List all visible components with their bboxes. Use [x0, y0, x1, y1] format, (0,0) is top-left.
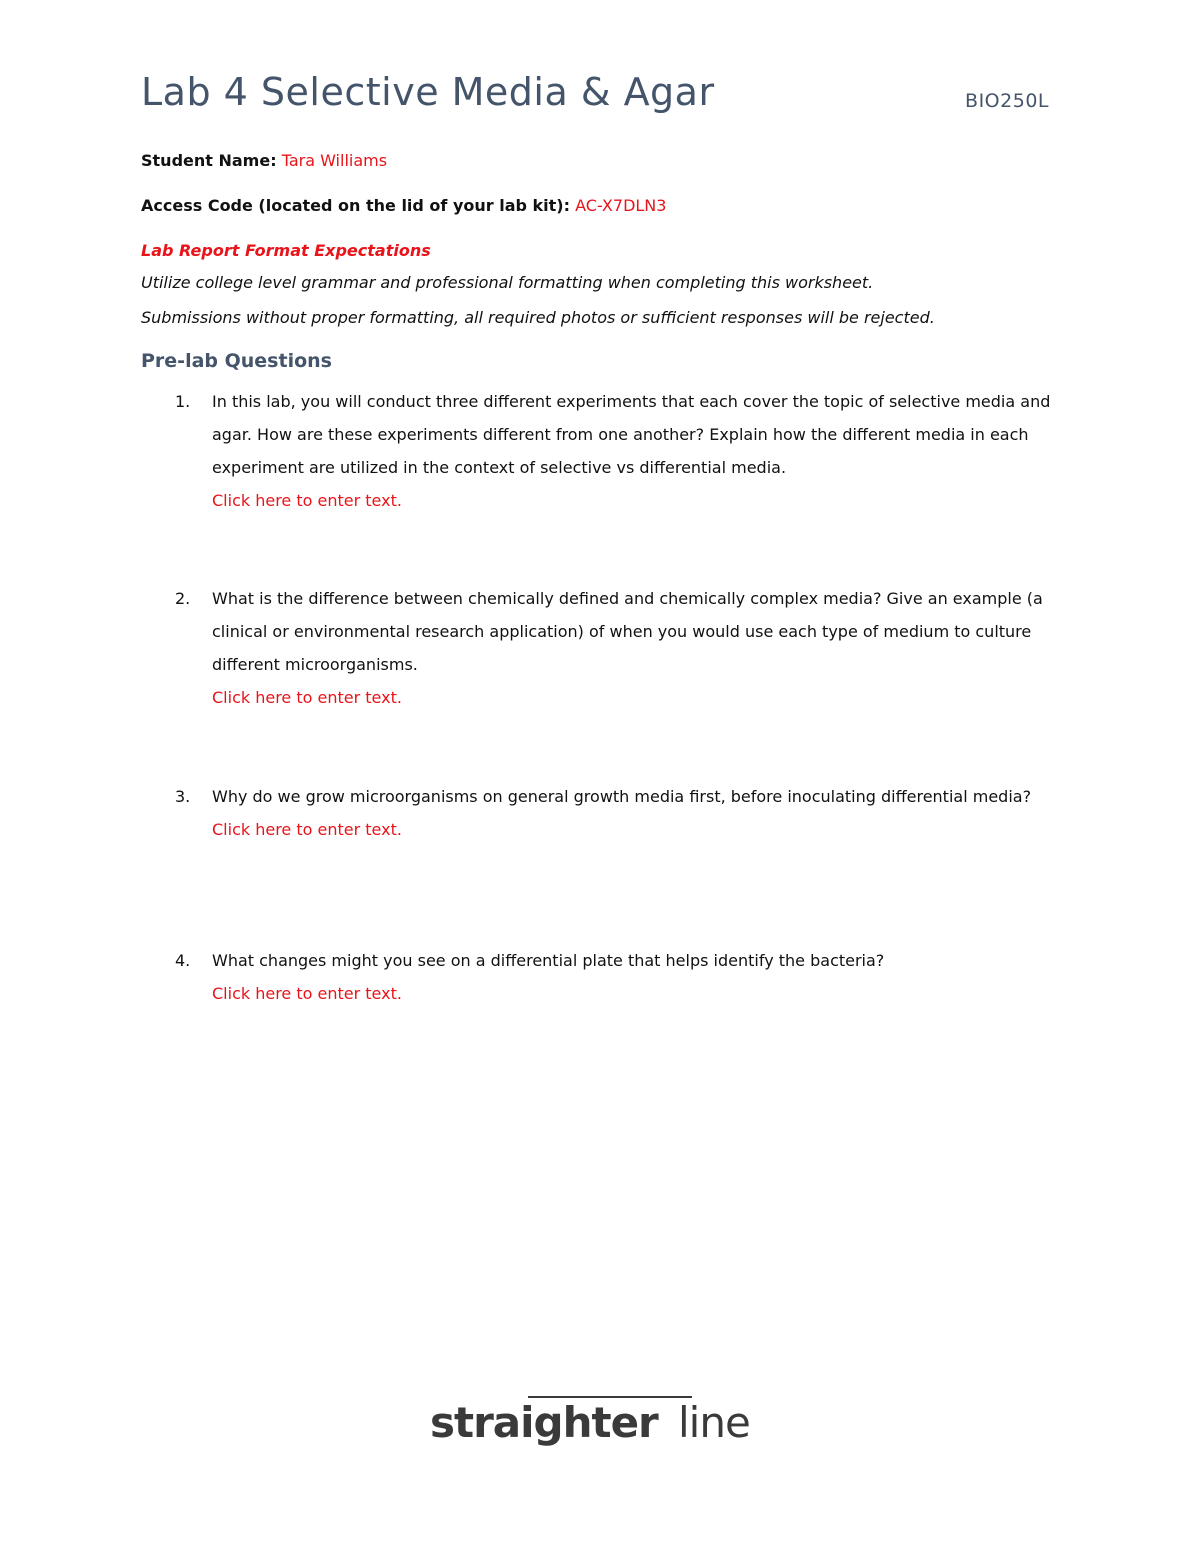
question-text: In this lab, you will conduct three different experiments that each cover the topic of selective media and agar. How are these experiments different from one another? Explain how the different media in each experiment are utilized in the context of selective vs differential media.: [212, 392, 1051, 477]
straighterline-logo: [430, 1395, 760, 1455]
format-expectations-line-2: Submissions without proper formatting, all required photos or sufficient responses will be rejected.: [141, 308, 935, 327]
question-text: What changes might you see on a differential plate that helps identify the bacteria?: [212, 951, 885, 970]
answer-input[interactable]: Click here to enter text.: [212, 491, 402, 510]
question-text: What is the difference between chemically defined and chemically complex media? Give an example (a clinical or environmental research application) of when you would use each type of medium to culture different microorganisms.: [212, 589, 1043, 674]
question-number: 4.: [175, 951, 191, 970]
title-row: [141, 70, 1049, 130]
logo-bold-text: straighter: [430, 1398, 658, 1447]
prelab-heading: Pre-lab Questions: [141, 350, 332, 372]
logo-light-text: line: [678, 1398, 750, 1447]
answer-input[interactable]: Click here to enter text.: [212, 984, 402, 1003]
question-number: 3.: [175, 787, 191, 806]
access-code-line: [141, 196, 666, 215]
access-code-field[interactable]: AC-X7DLN3: [575, 196, 667, 215]
student-name-field[interactable]: Tara Williams: [281, 151, 388, 170]
question-number: 2.: [175, 589, 191, 608]
student-name-label: Student Name:: [141, 151, 277, 170]
course-code: BIO250L: [965, 90, 1049, 112]
student-name-line: [141, 151, 387, 170]
logo-graphic: [430, 1395, 760, 1455]
format-expectations-heading: Lab Report Format Expectations: [141, 241, 431, 260]
question-text: Why do we grow microorganisms on general growth media first, before inoculating differential media?: [212, 787, 1032, 806]
access-code-label: Access Code (located on the lid of your lab kit):: [141, 196, 571, 215]
format-expectations-line-1: Utilize college level grammar and professional formatting when completing this worksheet.: [141, 273, 874, 292]
question-number: 1.: [175, 392, 191, 411]
page-title: Lab 4 Selective Media & Agar: [141, 70, 715, 114]
answer-input[interactable]: Click here to enter text.: [212, 820, 402, 839]
answer-input[interactable]: Click here to enter text.: [212, 688, 402, 707]
